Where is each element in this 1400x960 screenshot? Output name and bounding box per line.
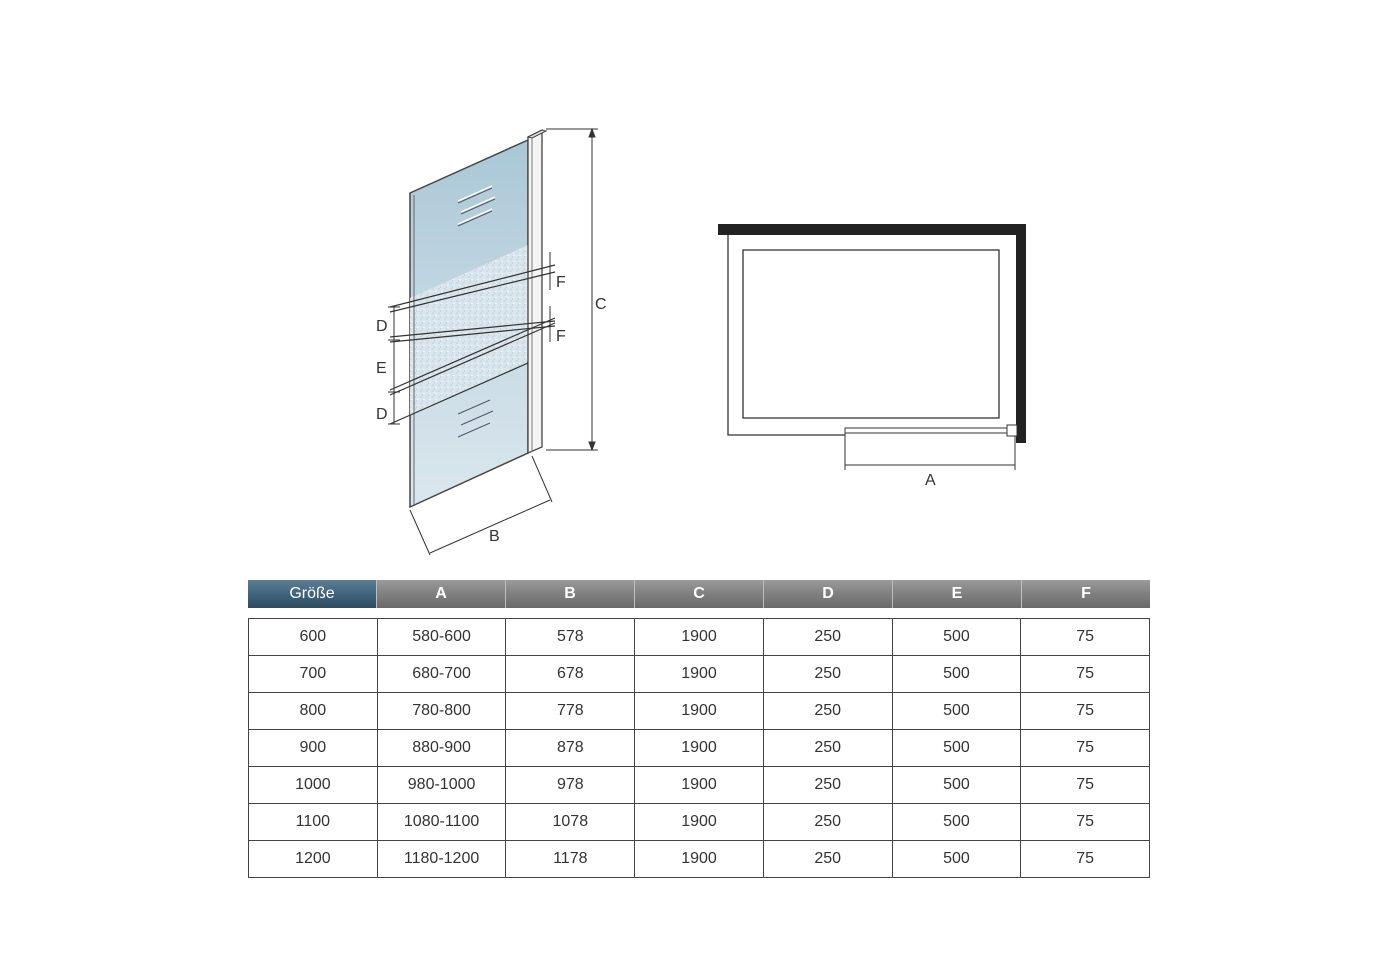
header-a: A	[377, 580, 506, 608]
cell-b: 578	[506, 619, 635, 655]
header-f: F	[1022, 580, 1150, 608]
cell-d: 250	[764, 841, 893, 877]
cell-f: 75	[1076, 813, 1095, 830]
table-row	[249, 655, 1149, 692]
table-row	[249, 729, 1149, 766]
cell-e: 500	[893, 804, 1022, 840]
cell-a: 780-800	[378, 693, 507, 729]
table-row	[249, 619, 1149, 655]
label-a: A	[925, 472, 936, 489]
cell-size: 700	[249, 656, 378, 692]
cell-a: 980-1000	[378, 767, 507, 803]
vertical-dimension-ticks	[388, 307, 400, 424]
cell-e: 500	[893, 693, 1022, 729]
cell-c: 1900	[635, 619, 764, 655]
cell-b: 1078	[506, 804, 635, 840]
side-wall	[1016, 224, 1026, 443]
table-body	[248, 618, 1150, 878]
cell-f: 75	[1076, 628, 1095, 645]
cell-d: 250	[764, 693, 893, 729]
cell-e: 500	[893, 619, 1022, 655]
size-table	[248, 580, 1150, 878]
cell-f: 75	[1076, 776, 1095, 793]
cell-d: 250	[764, 656, 893, 692]
cell-c: 1900	[635, 804, 764, 840]
cell-a: 880-900	[378, 730, 507, 766]
cell-size: 600	[249, 619, 378, 655]
table-row	[249, 840, 1149, 877]
shower-tray-inner	[743, 250, 999, 418]
header-e: E	[893, 580, 1022, 608]
header-d: D	[764, 580, 893, 608]
cell-a: 680-700	[378, 656, 507, 692]
table-row	[249, 766, 1149, 803]
cell-size: 1000	[249, 767, 378, 803]
cell-a: 1180-1200	[378, 841, 507, 877]
cell-f: 75	[1076, 850, 1095, 867]
cell-c: 1900	[635, 841, 764, 877]
header-size: Größe	[248, 580, 377, 608]
cell-f: 75	[1076, 739, 1095, 756]
table-header	[248, 580, 1150, 608]
a-dimension	[845, 433, 1015, 470]
cell-e: 500	[893, 656, 1022, 692]
glass-panel-plan	[845, 428, 1016, 433]
cell-d: 250	[764, 767, 893, 803]
cell-c: 1900	[635, 693, 764, 729]
label-d-lower: D	[376, 406, 388, 423]
cell-b: 878	[506, 730, 635, 766]
cell-a: 1080-1100	[378, 804, 507, 840]
header-c: C	[635, 580, 764, 608]
label-f-lower: F	[556, 328, 566, 345]
cell-e: 500	[893, 730, 1022, 766]
cell-b: 678	[506, 656, 635, 692]
label-c: C	[595, 296, 607, 313]
label-e: E	[376, 360, 387, 377]
cell-f: 75	[1076, 702, 1095, 719]
glass-panel-view	[376, 129, 607, 555]
cell-a: 580-600	[378, 619, 507, 655]
cell-b: 1178	[506, 841, 635, 877]
back-wall	[718, 224, 1026, 235]
cell-size: 800	[249, 693, 378, 729]
cell-size: 1200	[249, 841, 378, 877]
cell-c: 1900	[635, 730, 764, 766]
cell-d: 250	[764, 619, 893, 655]
table-row	[249, 803, 1149, 840]
table-row	[249, 692, 1149, 729]
cell-c: 1900	[635, 767, 764, 803]
c-dimension	[546, 129, 598, 450]
cell-size: 900	[249, 730, 378, 766]
label-d-upper: D	[376, 318, 388, 335]
cell-e: 500	[893, 767, 1022, 803]
cell-b: 978	[506, 767, 635, 803]
cell-d: 250	[764, 804, 893, 840]
cell-size: 1100	[249, 804, 378, 840]
label-f-upper: F	[556, 274, 566, 291]
top-view-plan	[718, 224, 1026, 489]
wall-profile	[528, 130, 542, 453]
cell-e: 500	[893, 841, 1022, 877]
cell-b: 778	[506, 693, 635, 729]
cell-c: 1900	[635, 656, 764, 692]
label-b: B	[489, 528, 500, 545]
header-b: B	[506, 580, 635, 608]
cell-f: 75	[1076, 665, 1095, 682]
cell-d: 250	[764, 730, 893, 766]
